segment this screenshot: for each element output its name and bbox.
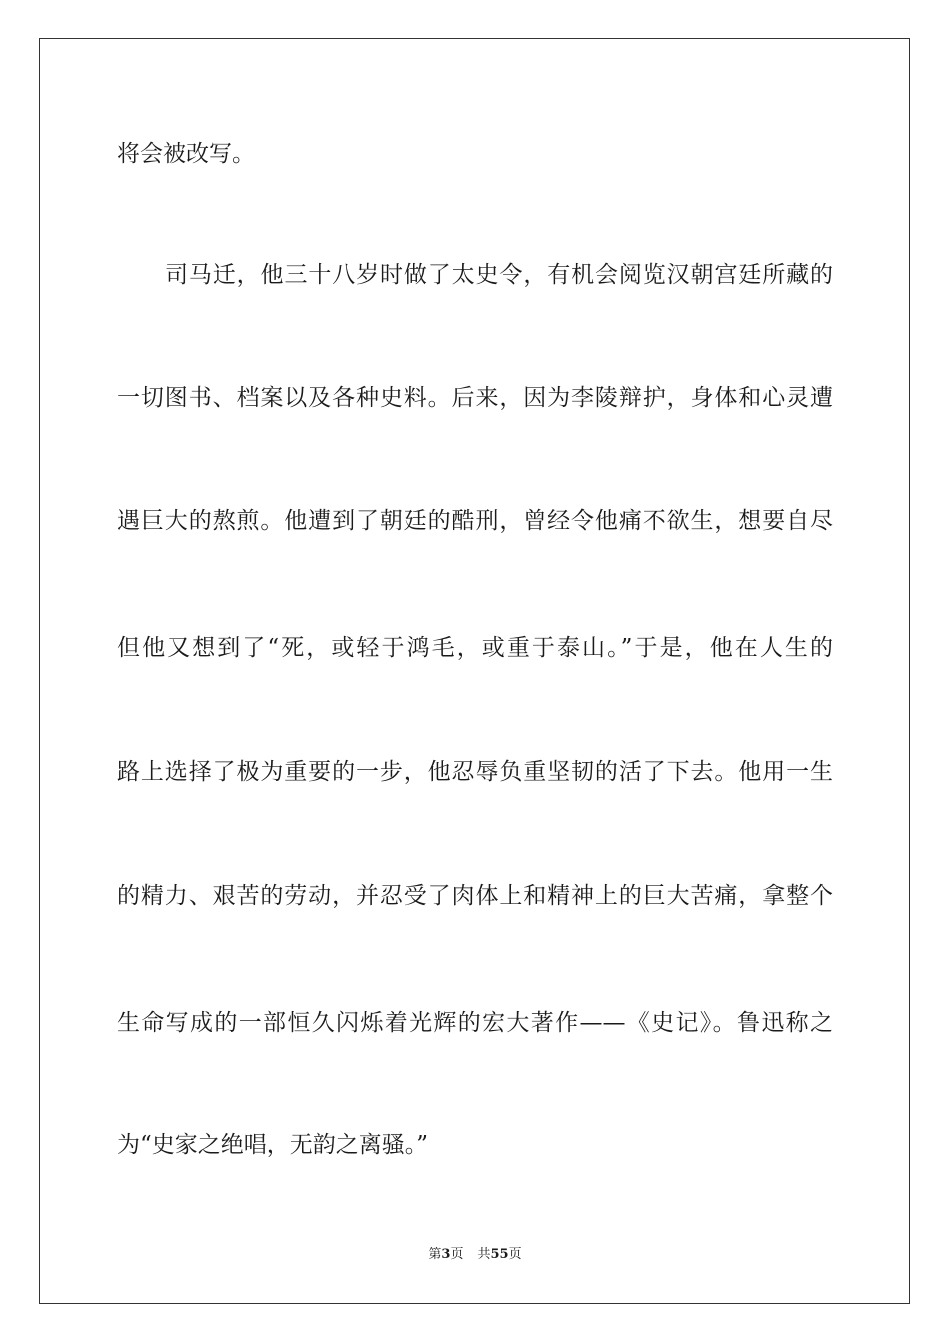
text-line: 为“史家之绝唱，无韵之离骚。” bbox=[117, 1132, 429, 1158]
page-number: 3 bbox=[441, 1247, 451, 1262]
page-footer bbox=[0, 1246, 950, 1264]
page-suffix: 页 bbox=[450, 1247, 464, 1262]
text-line: 的精力、艰苦的劳动，并忍受了肉体上和精神上的巨大苦痛，拿整个 bbox=[117, 883, 833, 909]
text-line: 生命写成的一部恒久闪烁着光辉的宏大著作——《史记》。鲁迅称之 bbox=[117, 1010, 833, 1036]
text-line: 路上选择了极为重要的一步，他忍辱负重坚韧的活了下去。他用一生 bbox=[117, 759, 833, 785]
text-line: 一切图书、档案以及各种史料。后来，因为李陵辩护，身体和心灵遭 bbox=[117, 385, 833, 411]
page-prefix: 第 bbox=[428, 1247, 442, 1262]
text-line: 但他又想到了“死，或轻于鸿毛，或重于泰山。”于是，他在人生的 bbox=[117, 635, 833, 661]
total-suffix: 页 bbox=[508, 1247, 522, 1262]
total-prefix: 共 bbox=[477, 1247, 491, 1262]
total-pages: 55 bbox=[490, 1247, 509, 1262]
text-line: 遇巨大的熬煎。他遭到了朝廷的酷刑，曾经令他痛不欲生，想要自尽 bbox=[117, 508, 833, 534]
paragraph-first-line: 司马迁，他三十八岁时做了太史令，有机会阅览汉朝宫廷所藏的 bbox=[165, 262, 833, 288]
text-line: 将会被改写。 bbox=[117, 141, 255, 167]
page-border bbox=[39, 38, 910, 1304]
